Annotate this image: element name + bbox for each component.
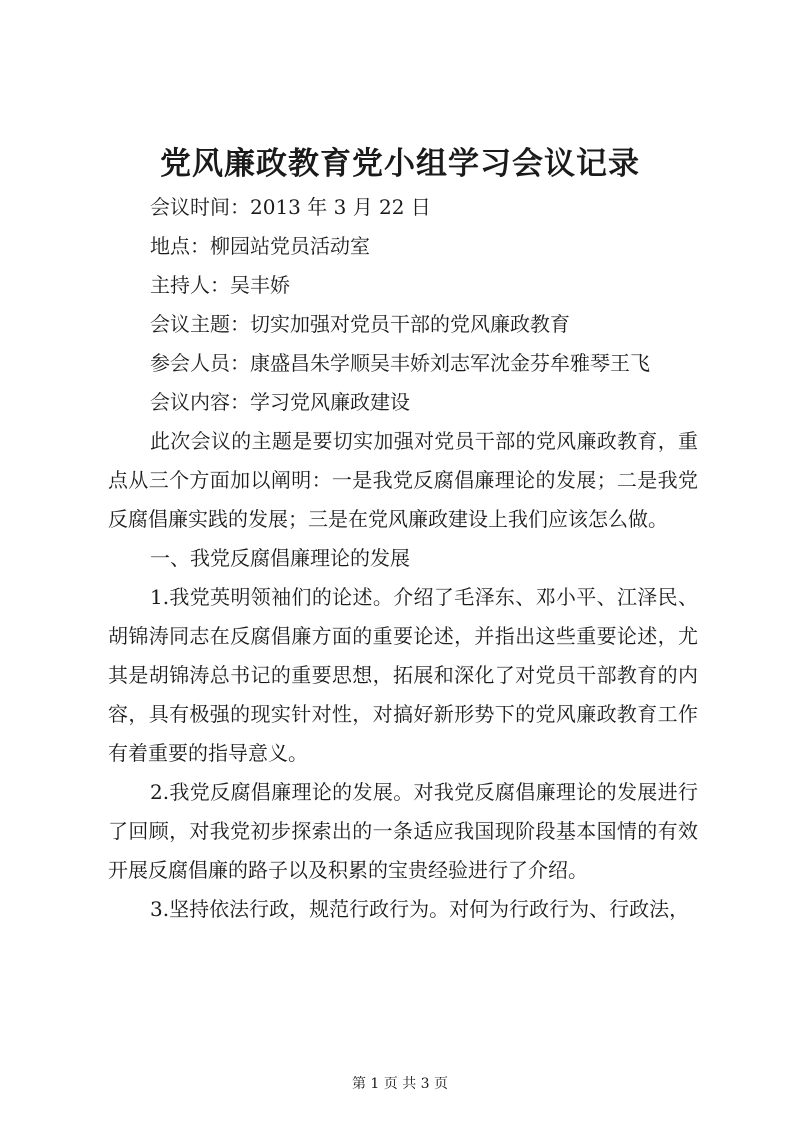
- body-paragraph: 3.坚持依法行政，规范行政行为。对何为行政行为、行政法，: [150, 897, 690, 921]
- meeting-host: 主持人：吴丰娇: [150, 273, 290, 297]
- document-title: 党风廉政教育党小组学习会议记录: [160, 146, 640, 182]
- section-heading: 一、我党反腐倡廉理论的发展: [150, 546, 410, 570]
- body-paragraph: 2.我党反腐倡廉理论的发展。对我党反腐倡廉理论的发展进行了回顾，对我党初步探索出的一条适应我国现阶段基本国情的有效开展反腐倡廉的路子以及积累的宝贵经验进行了介绍。: [108, 780, 698, 882]
- page-footer: 第 1 页 共 3 页: [351, 1076, 449, 1092]
- meeting-content: 会议内容：学习党风廉政建设: [150, 390, 410, 414]
- meeting-time: 会议时间：2013 年 3 月 22 日: [150, 195, 431, 219]
- meeting-attendees: 参会人员：康盛昌朱学顺吴丰娇刘志军沈金芬牟雅琴王飞: [150, 351, 650, 375]
- intro-paragraph: 此次会议的主题是要切实加强对党员干部的党风廉政教育，重点从三个方面加以阐明：一是我党反腐倡廉理论的发展；二是我党反腐倡廉实践的发展；三是在党风廉政建设上我们应该怎么做。: [108, 429, 698, 531]
- meeting-topic: 会议主题：切实加强对党员干部的党风廉政教育: [150, 312, 570, 336]
- meeting-location: 地点：柳园站党员活动室: [150, 234, 370, 258]
- body-paragraph: 1.我党英明领袖们的论述。介绍了毛泽东、邓小平、江泽民、胡锦涛同志在反腐倡廉方面的重要论述，并指出这些重要论述，尤其是胡锦涛总书记的重要思想，拓展和深化了对党员干部教育的内容，具有极强的现实针对性，对搞好新形势下的党风廉政教育工作有着重要的指导意义。: [108, 585, 698, 765]
- document-body: [108, 188, 698, 929]
